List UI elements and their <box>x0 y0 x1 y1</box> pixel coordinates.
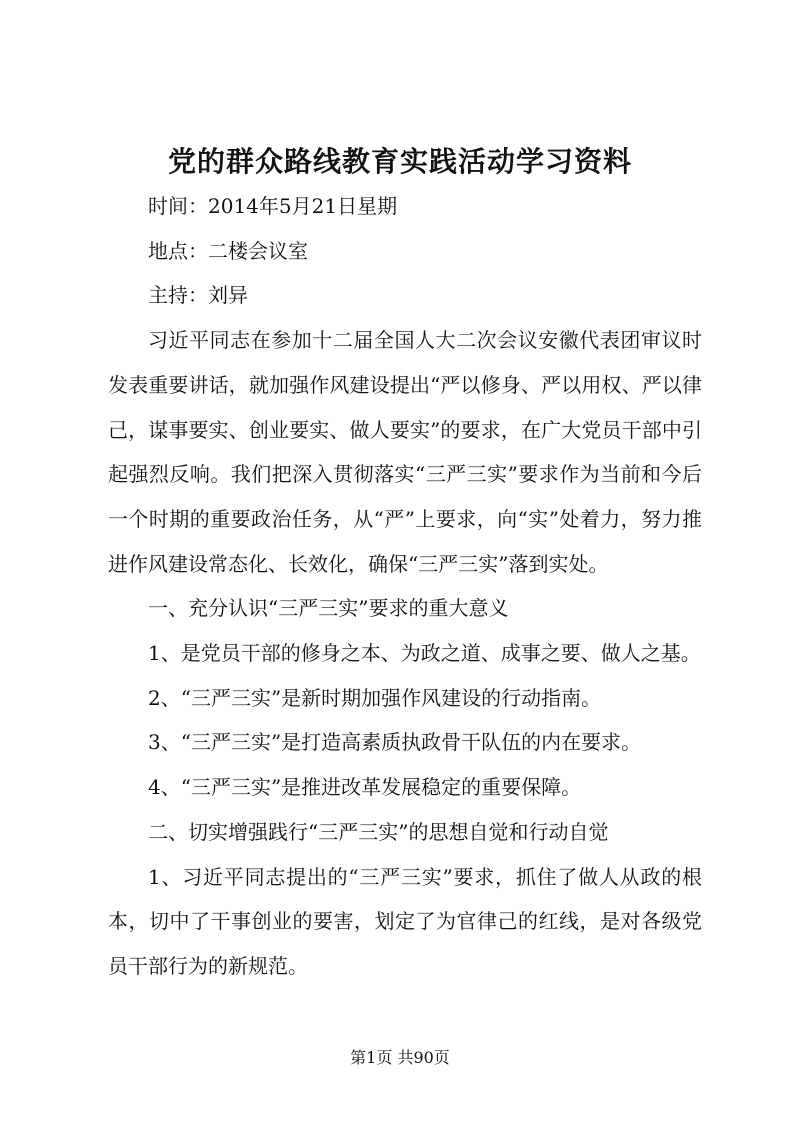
document-title: 党的群众路线教育实践活动学习资料 <box>167 145 632 178</box>
list-item: 2、“三严三实”是新时期加强作风建设的行动指南。 <box>148 685 602 710</box>
meeting-host: 主持：刘异 <box>148 283 248 308</box>
section-heading-1: 一、充分认识“三严三实”要求的重大意义 <box>148 596 509 621</box>
meeting-location: 地点：二楼会议室 <box>148 238 308 263</box>
list-item: 4、“三严三实”是推进改革发展稳定的重要保障。 <box>148 775 582 800</box>
document-body <box>108 184 702 989</box>
list-item: 3、“三严三实”是打造高素质执政骨干队伍的内在要求。 <box>148 730 642 755</box>
section-heading-2: 二、切实增强践行“三严三实”的思想自觉和行动自觉 <box>148 819 609 844</box>
list-item: 1、是党员干部的修身之本、为政之道、成事之要、做人之基。 <box>148 641 701 666</box>
page-number-footer: 第1页 共90页 <box>350 1048 450 1067</box>
intro-paragraph: 习近平同志在参加十二届全国人大二次会议安徽代表团审议时发表重要讲话，就加强作风建设提出“严以修身、严以用权、严以律己，谋事要实、创业要实、做人要实”的要求，在广大党员干部中引起强烈反响。我们把深入贯彻落实“三严三实”要求作为当前和今后一个时期的重要政治任务，从“严”上要求，向“实”处着力，努力推进作风建设常态化、长效化，确保“三严三实”落到实处。 <box>108 328 702 576</box>
list-item: 1、习近平同志提出的“三严三实”要求，抓住了做人从政的根本，切中了干事创业的要害，划定了为官律己的红线，是对各级党员干部行为的新规范。 <box>108 864 702 978</box>
meeting-time: 时间：2014年5月21日星期 <box>148 194 398 218</box>
